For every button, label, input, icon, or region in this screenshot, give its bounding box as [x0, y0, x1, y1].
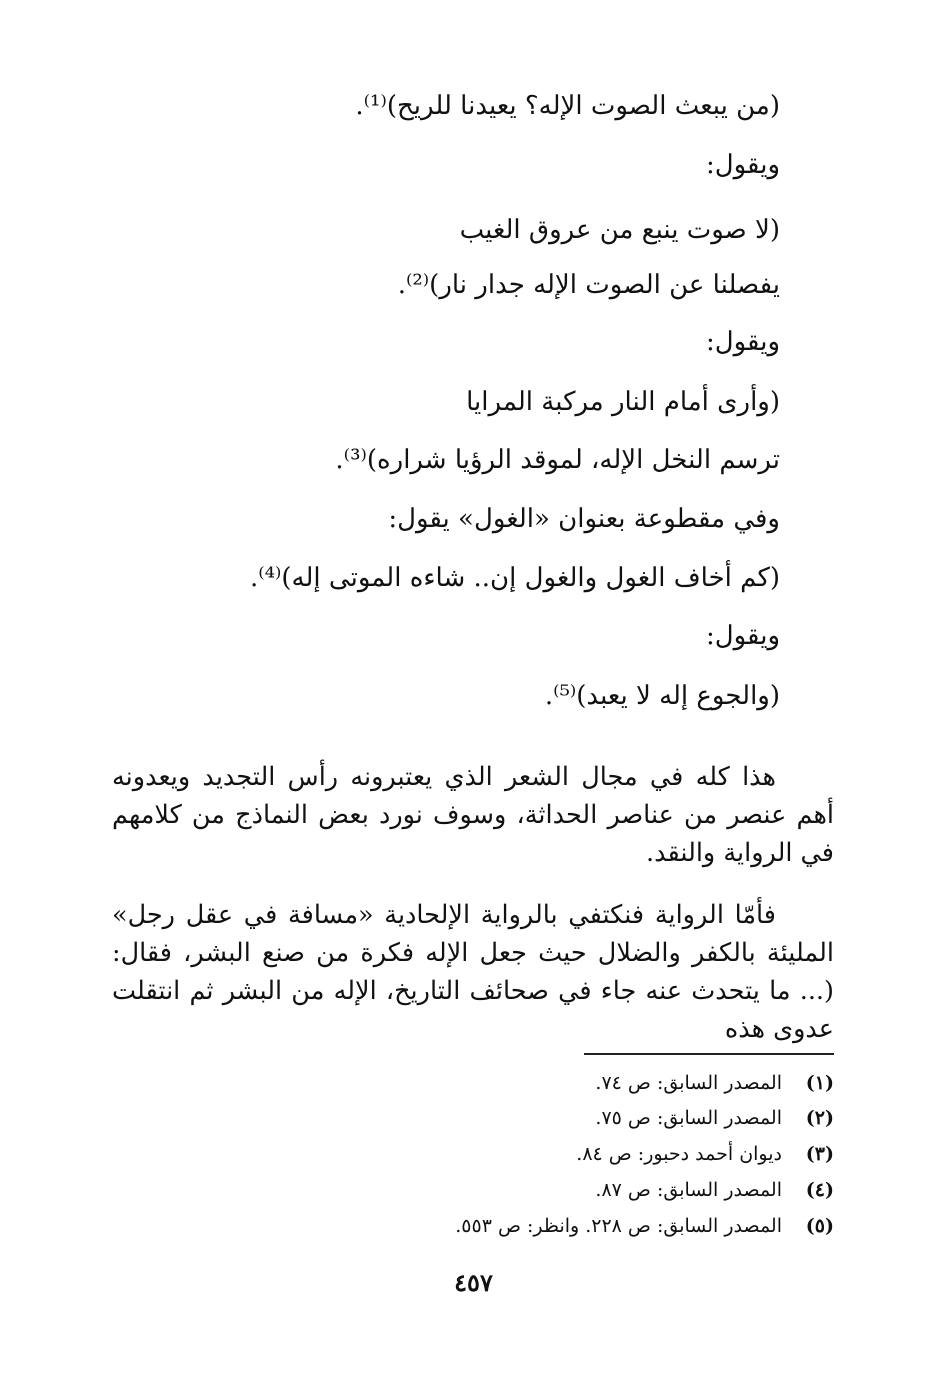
footnote-text: المصدر السابق: ص ٧٥. [595, 1107, 782, 1129]
footnote-3 [134, 1137, 834, 1171]
verse-line-4: يفصلنا عن الصوت الإله جدار نار)⁽²⁾. [397, 270, 780, 300]
body-paragraph-1 [112, 758, 834, 872]
footnote-2 [134, 1101, 834, 1135]
verse-line-8: وفي مقطوعة بعنوان «الغول» يقول: [388, 504, 780, 534]
body-paragraph-1-text: هذا كله في مجال الشعر الذي يعتبرونه رأس التجديد ويعدونه أهم عنصر من عناصر الحداثة، وسوف نورد بعض النماذج من كلامهم في الرواية والنقد. [112, 762, 834, 868]
footnote-4 [134, 1173, 834, 1207]
verse-line-1: (من يبعث الصوت الإله؟ يعيدنا للريح)⁽¹⁾. [355, 91, 780, 121]
verse-line-6: (وأرى أمام النار مركبة المرايا [466, 387, 780, 417]
footnote-5 [134, 1209, 834, 1243]
verse-line-3: (لا صوت ينبع من عروق الغيب [459, 215, 780, 245]
verse-line-10: ويقول: [705, 621, 780, 651]
verse-line-2: ويقول: [705, 150, 780, 180]
verse-line-5: ويقول: [705, 327, 780, 357]
footnote-text: المصدر السابق: ص ٨٧. [595, 1179, 782, 1201]
body-paragraph-2-text: فأمّا الرواية فنكتفي بالرواية الإلحادية «مسافة في عقل رجل» المليئة بالكفر والضلال حيث جعل الإله فكرة من صنع البشر، فقال: (... ما يتحدث عنه جاء في صحائف التاريخ، الإله من البشر ثم انتقلت عدوى هذه [112, 900, 834, 1044]
footnote-number: (٣) [805, 1143, 834, 1165]
footnote-text: المصدر السابق: ص ٧٤. [595, 1072, 782, 1094]
body-paragraph-2 [112, 896, 834, 1048]
footnote-separator [584, 1053, 834, 1055]
page-number: ٤٥٧ [454, 1268, 493, 1297]
footnote-number: (١) [805, 1072, 834, 1094]
verse-line-7: ترسم النخل الإله، لموقد الرؤيا شراره)⁽³⁾. [335, 445, 780, 475]
footnote-number: (٤) [805, 1179, 834, 1201]
footnote-text: ديوان أحمد دحبور: ص ٨٤. [576, 1143, 782, 1165]
footnote-number: (٥) [805, 1215, 834, 1237]
verse-line-11: (والجوع إله لا يعبد)⁽⁵⁾. [544, 681, 780, 711]
footnote-number: (٢) [805, 1107, 834, 1129]
footnote-1 [134, 1066, 834, 1100]
footnote-text: المصدر السابق: ص ٢٢٨. وانظر: ص ٥٥٣. [455, 1215, 782, 1237]
verse-line-9: (كم أخاف الغول والغول إن.. شاءه الموتى إله)⁽⁴⁾. [249, 563, 780, 593]
